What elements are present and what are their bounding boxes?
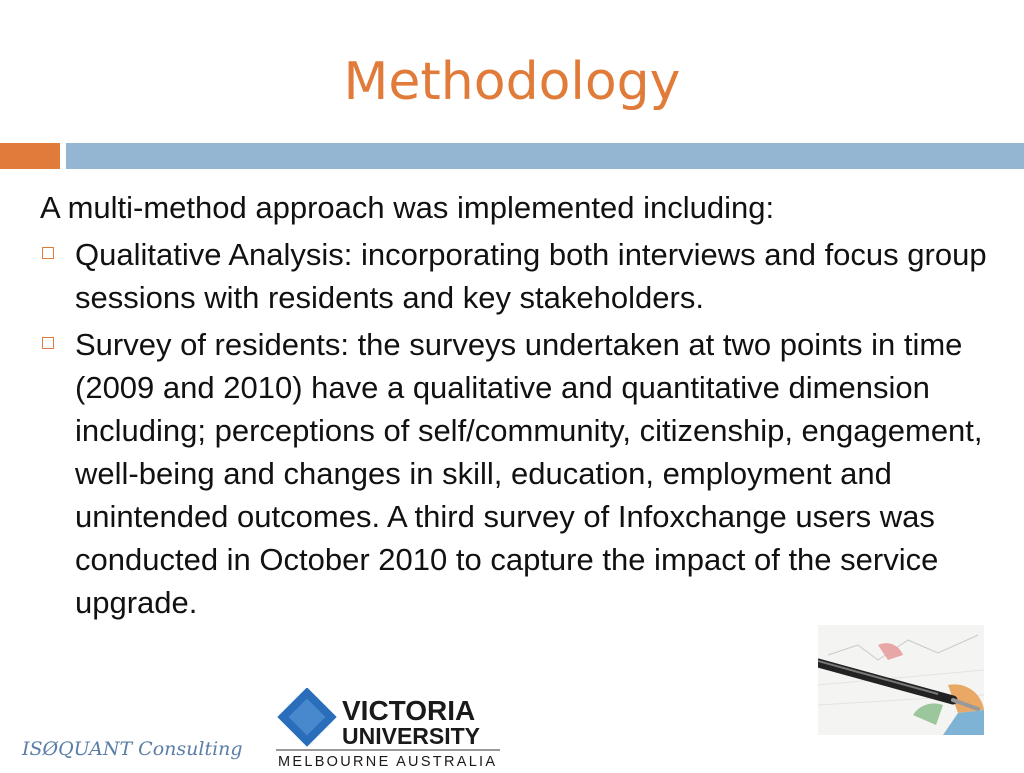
logo-line3: MELBOURNE AUSTRALIA bbox=[278, 754, 498, 768]
accent-bar-blue bbox=[66, 143, 1024, 169]
logo-line1: VICTORIA bbox=[342, 695, 476, 726]
pen-on-charts-image bbox=[818, 625, 984, 735]
accent-bar-orange bbox=[0, 143, 60, 169]
slide-body bbox=[40, 186, 990, 624]
slide-title: Methodology bbox=[343, 52, 681, 112]
consulting-footer: ISØQUANT Consulting bbox=[22, 738, 243, 760]
bullet-text: Survey of residents: the surveys undertaken at two points in time (2009 and 2010) have a qualitative and quantitative dimension including; perceptions of self/community, citizenship, engagement, well-being and changes in skill, education, employment and unintended outcomes. A third survey of Infoxchange users was conducted in October 2010 to capture the impact of the service upgrade. bbox=[75, 327, 983, 620]
square-bullet-icon bbox=[42, 337, 54, 349]
bullet-item bbox=[40, 323, 990, 624]
square-bullet-icon bbox=[42, 247, 54, 259]
logo-line2: UNIVERSITY bbox=[342, 723, 481, 749]
intro-text: A multi-method approach was implemented including: bbox=[40, 190, 775, 225]
bullet-list bbox=[40, 233, 990, 624]
bullet-text: Qualitative Analysis: incorporating both interviews and focus group sessions with residents and key stakeholders. bbox=[75, 237, 987, 315]
bullet-item bbox=[40, 233, 990, 319]
victoria-university-logo bbox=[276, 688, 500, 768]
